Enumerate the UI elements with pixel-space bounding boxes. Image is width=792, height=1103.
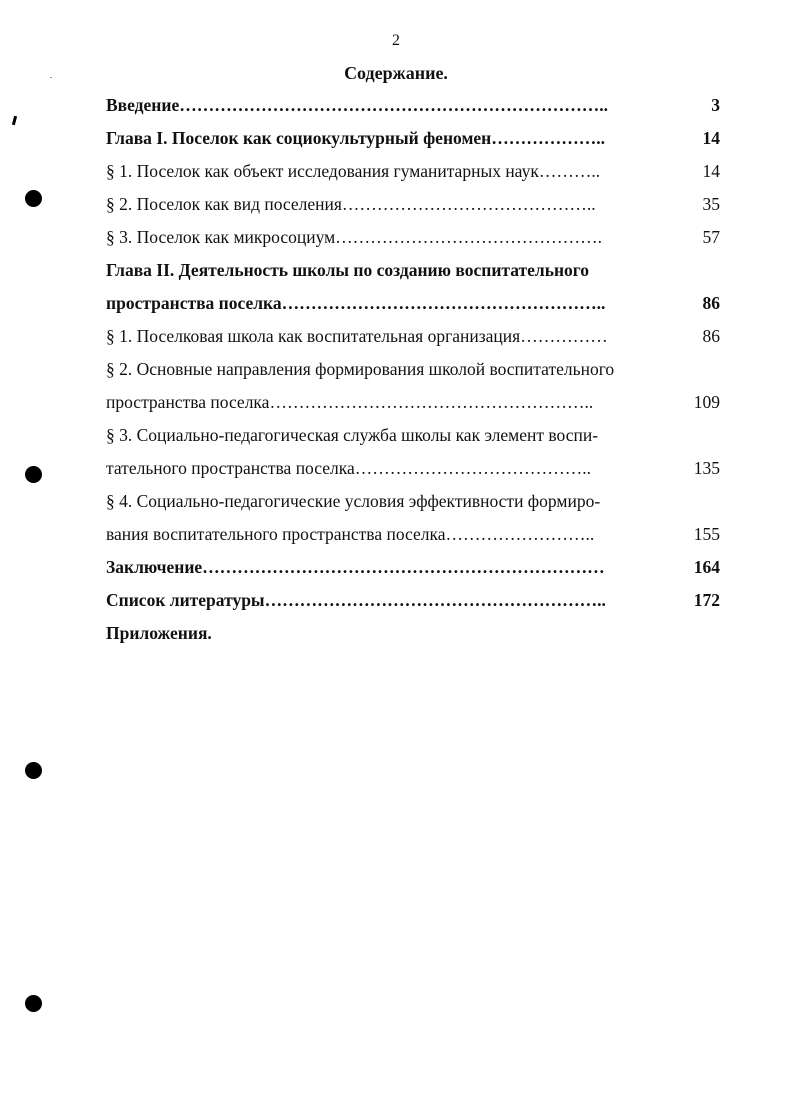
toc-entry-text: § 2. Поселок как вид поселения…………………………………….. bbox=[106, 194, 596, 214]
toc-entry-chapter-2-section-3-title bbox=[0, 422, 792, 448]
toc-entry-text: Заключение…………………………………………………………… bbox=[106, 557, 605, 577]
toc-entry-chapter-1-section-3 bbox=[0, 224, 792, 250]
toc-entry-text: пространства поселка……………………………………………….. bbox=[106, 392, 594, 412]
toc-entry-page: 135 bbox=[693, 458, 720, 478]
page-number: 2 bbox=[392, 32, 400, 49]
toc-entry-chapter-2-section-1 bbox=[0, 323, 792, 349]
toc-entry-page: 109 bbox=[693, 392, 720, 412]
toc-entry-page: 14 bbox=[702, 161, 720, 181]
toc-entry-text: § 2. Основные направления формирования школой воспитательного bbox=[106, 359, 615, 379]
toc-entry-text: § 3. Социально-педагогическая служба школы как элемент воспи- bbox=[106, 425, 599, 445]
punch-hole-4 bbox=[25, 995, 42, 1012]
toc-entry-page: 35 bbox=[702, 194, 720, 214]
punch-hole-3 bbox=[25, 762, 42, 779]
toc-entry-chapter-1-section-1 bbox=[0, 158, 792, 184]
toc-entry-text: вания воспитательного пространства поселка…………………….. bbox=[106, 524, 595, 544]
toc-entry-text: § 1. Поселковая школа как воспитательная организация…………… bbox=[106, 326, 608, 346]
toc-entry-chapter-2-title bbox=[0, 257, 792, 283]
toc-entry-text: Введение……………………………………………………………….. bbox=[106, 95, 608, 115]
toc-entry-page: 155 bbox=[693, 524, 720, 544]
punch-hole-1 bbox=[25, 190, 42, 207]
toc-entry-text: Приложения. bbox=[106, 623, 212, 643]
toc-entry-appendices bbox=[0, 620, 792, 646]
toc-entry-text: тательного пространства поселка………………………………….. bbox=[106, 458, 591, 478]
toc-entry-chapter-2-section-2-title bbox=[0, 356, 792, 382]
toc-entry-text: Список литературы………………………………………………….. bbox=[106, 590, 606, 610]
toc-entry-chapter-2-section-4-title bbox=[0, 488, 792, 514]
toc-entry-page: 172 bbox=[693, 590, 720, 610]
toc-entry-chapter-1-section-2 bbox=[0, 191, 792, 217]
toc-entry-text: Глава I. Поселок как социокультурный феномен……………….. bbox=[106, 128, 605, 148]
toc-title: Содержание. bbox=[344, 63, 448, 83]
scan-speck bbox=[50, 77, 52, 78]
toc-entry-conclusion bbox=[0, 554, 792, 580]
toc-entry-page: 164 bbox=[693, 557, 720, 577]
toc-entry-text: пространства поселка……………………………………………….. bbox=[106, 293, 606, 313]
toc-entry-chapter-2-section-4 bbox=[0, 521, 792, 547]
toc-entry-text: § 4. Социально-педагогические условия эффективности формиро- bbox=[106, 491, 601, 511]
toc-entry-chapter-2-section-3 bbox=[0, 455, 792, 481]
toc-entry-text: § 3. Поселок как микросоциум………………………………………. bbox=[106, 227, 603, 247]
toc-entry-page: 14 bbox=[702, 128, 720, 148]
toc-entry-text: § 1. Поселок как объект исследования гуманитарных наук……….. bbox=[106, 161, 601, 181]
toc-entry-bibliography bbox=[0, 587, 792, 613]
toc-entry-page: 3 bbox=[711, 95, 720, 115]
toc-entry-chapter-2 bbox=[0, 290, 792, 316]
toc-entry-text: Глава II. Деятельность школы по созданию воспитательного bbox=[106, 260, 590, 280]
scan-mark bbox=[12, 116, 17, 125]
toc-entry-page: 86 bbox=[702, 326, 720, 346]
toc-entry-introduction bbox=[0, 92, 792, 118]
toc-entry-chapter-2-section-2 bbox=[0, 389, 792, 415]
toc-entry-page: 57 bbox=[702, 227, 720, 247]
toc-entry-chapter-1 bbox=[0, 125, 792, 151]
toc-entry-page: 86 bbox=[702, 293, 720, 313]
punch-hole-2 bbox=[25, 466, 42, 483]
